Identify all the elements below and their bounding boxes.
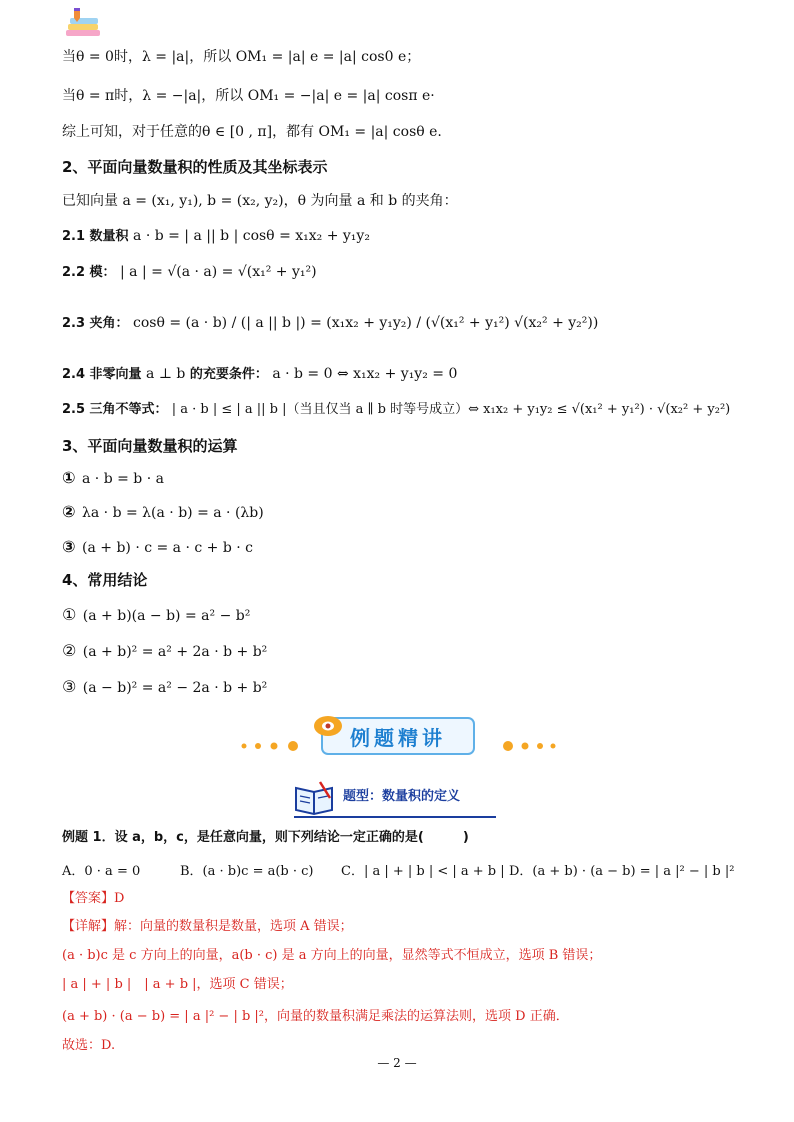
section4-item-2 (62, 641, 267, 662)
section4-item-2-formula: (a + b)² = a² + 2a · b + b² (82, 644, 268, 660)
section4-heading: 4、常用结论 (62, 571, 148, 589)
property-2-1-label: 2.1 数量积 (62, 229, 129, 244)
section4-item-3-formula: (a − b)² = a² − 2a · b + b² (82, 680, 268, 696)
theta-pi-case: 当θ = π时，λ = −|a|，所以 OM₁ = −|a| e = |a| cosπ e· (62, 88, 435, 104)
property-2-1 (62, 226, 370, 247)
section3-item-3-formula: (a + b) · c = a · c + b · c (82, 540, 254, 556)
property-2-5-label: 2.5 三角不等式： (62, 402, 168, 417)
theta-zero-case: 当θ = 0时，λ = |a|，所以 OM₁ = |a| e = |a| cos0 e； (62, 49, 421, 65)
books-pencil-logo-icon (60, 6, 110, 42)
property-2-4-label: 2.4 非零向量 (62, 367, 142, 382)
option-c: C．| a | + | b | < | a + b | (341, 864, 505, 879)
section4-item-3-marker: ③ (62, 677, 77, 696)
section3-item-2 (62, 502, 264, 523)
section3-item-2-formula: λa · b = λ(a · b) = a · (λb) (82, 505, 264, 521)
property-2-3-formula: cosθ = (a · b) / (| a || b |) = (x₁x₂ + y₁y₂) / (√(x₁² + y₁²) √(x₂² + y₂²)) (133, 315, 599, 331)
property-2-4-tail: 的充要条件： (189, 367, 268, 382)
property-2-2 (62, 262, 317, 283)
section3-item-1 (62, 468, 164, 489)
page-number: — 2 — (377, 1056, 417, 1070)
detail-line-4: (a + b) · (a − b) = | a |² − | b |²，向量的数量积满足乘法的运算法则，选项 D 正确． (62, 1009, 569, 1024)
section2-intro: 已知向量 a = (x₁, y₁), b = (x₂, y₂)，θ 为向量 a 和 b 的夹角： (62, 193, 458, 209)
section2-heading: 2、平面向量数量积的性质及其坐标表示 (62, 158, 328, 176)
section3-item-2-marker: ② (62, 502, 76, 521)
section3-item-3-marker: ③ (62, 537, 76, 556)
example-question-text: 例题 1．设 a，b，c，是任意向量，则下列结论一定正确的是( ) (62, 830, 469, 845)
property-2-5 (62, 400, 730, 420)
property-2-1-formula: a · b = | a || b | cosθ = x₁x₂ + y₁y₂ (133, 228, 370, 244)
property-2-3-label: 2.3 夹角： (62, 316, 129, 331)
section3-item-3 (62, 537, 253, 558)
section4-item-2-marker: ② (62, 641, 77, 660)
detail-line-5: 故选：D. (62, 1038, 116, 1053)
section3-item-1-marker: ① (62, 468, 76, 487)
property-2-5-formula: | a · b | ≤ | a || b |（当且仅当 a ∥ b 时等号成立）⇔ x₁x₂ + y₁y₂ ≤ √(x₁² + y₁²) · √(x₂² + y₂²) (171, 402, 731, 417)
conclusion-line: 综上可知，对于任意的θ ∈ [0 , π]，都有 OM₁ = |a| cosθ e. (62, 124, 442, 140)
option-a: A．0 · a = 0 (62, 864, 141, 879)
section4-item-1-marker: ① (62, 605, 77, 624)
banner-label: 例题精讲 (350, 726, 446, 750)
detail-line-3: | a | + | b | | a + b |，选项 C 错误； (62, 977, 293, 992)
property-2-2-label: 2.2 模： (62, 265, 116, 280)
section4-item-1 (62, 605, 250, 626)
property-2-4-mid: a ⊥ b (146, 366, 186, 382)
section3-heading: 3、平面向量数量积的运算 (62, 437, 238, 455)
answer-line: 【答案】D (62, 891, 125, 906)
detail-line-2: (a · b)c 是 c 方向上的向量，a(b · c) 是 a 方向上的向量，显然等式不恒成立，选项 B 错误； (62, 948, 602, 963)
property-2-4-formula: a · b = 0 ⇔ x₁x₂ + y₁y₂ = 0 (272, 366, 458, 382)
option-d: D．(a + b) · (a − b) = | a |² − | b |² (509, 864, 735, 879)
property-2-2-formula: | a | = √(a · a) = √(x₁² + y₁²) (120, 264, 317, 280)
section4-item-1-formula: (a + b)(a − b) = a² − b² (82, 608, 251, 624)
property-2-3 (62, 313, 598, 334)
property-2-4 (62, 364, 457, 385)
example-question (62, 828, 469, 848)
option-b: B．(a · b)c = a(b · c) (180, 864, 314, 879)
section4-item-3 (62, 677, 267, 698)
detail-line-1: 【详解】解：向量的数量积是数量，选项 A 错误； (62, 919, 353, 934)
section3-item-1-formula: a · b = b · a (82, 471, 164, 487)
topic-label: 题型：数量积的定义 (343, 789, 461, 804)
